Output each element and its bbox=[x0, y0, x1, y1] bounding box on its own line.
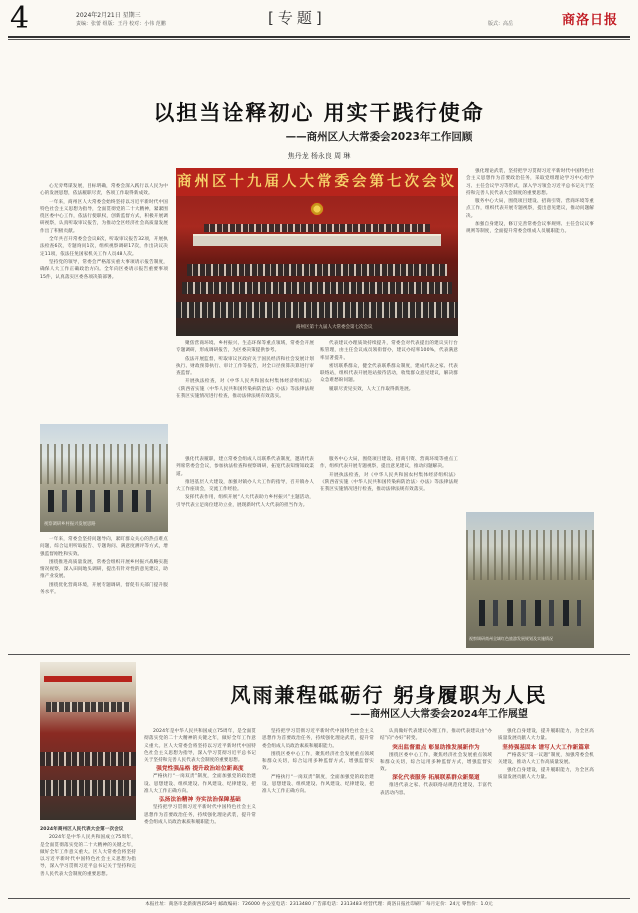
paragraph: 发挥代表作用，组织开展“人大代表助力乡村振兴”主题活动，引导代表立足岗位建功立业，展现新时代人大代表的担当作为。 bbox=[176, 495, 314, 508]
paragraph: 坚持把学习贯彻习近平新时代中国特色社会主义思想作为首要政治任务，持续强化理论武装，提升常委会组成人员政治素质和履职能力。 bbox=[144, 805, 256, 825]
audience-row bbox=[176, 302, 458, 318]
photo-caption: 2024年商州区人民代表大会第一次会议 bbox=[40, 827, 124, 832]
paragraph: 心无旁骛谋发展，目标明确，常委会深入践行以人民为中心的发展思想，依法履职尽责，各项工作取得新成效。 bbox=[40, 184, 168, 197]
section-heading: 强党性强品格 提升政治站位新高度 bbox=[156, 766, 244, 773]
paragraph: 严格执行“一岗双责”制度，全面加强党的政治建设、思想建设、组织建设、作风建设、纪律建设，把准人大工作正确方向。 bbox=[144, 774, 256, 795]
article1-column-c bbox=[176, 340, 314, 450]
paragraph: 2024年是中华人民共和国成立75周年，是全面贯彻落实党的二十大精神的关键之年，做好全年工作意义重大。区人大常委会将坚持以习近平新时代中国特色社会主义思想为指导，深入学习贯彻习近平总书记关于坚持和完善人民代表大会制度的重要思想。 bbox=[144, 729, 256, 764]
paragraph: 严格执行“一岗双责”制度，全面加强党的政治建设、思想建设、组织建设、作风建设、纪律建设，把准人大工作正确方向。 bbox=[262, 774, 374, 795]
article2-caption-text bbox=[40, 826, 136, 892]
paragraph: 代表建议办理质效持续提升，常委会对代表提出的建议实行台账管理，由主任会议成员领衔督办，建议办结率100%，代表满意率显著提升。 bbox=[320, 341, 458, 361]
article1-subtitle: ——商州区人大常委会2023年工作回顾 bbox=[285, 131, 473, 143]
paragraph: 2024年是中华人民共和国成立75周年，是全面贯彻落实党的二十大精神的关键之年，做好全年工作意义重大。区人大常委会将坚持以习近平新时代中国特色社会主义思想为指导，深入学习贯彻习近平总书记关于坚持和完善人民代表大会制度的重要思想。 bbox=[40, 835, 136, 877]
section-heading: 坚持强基固本 谱写人大工作新篇章 bbox=[502, 744, 590, 751]
paragraph: 围绕优化营商环境，开展专题调研，督促有关部门提升服务水平。 bbox=[40, 582, 168, 596]
article1-column-f bbox=[176, 456, 314, 648]
photo-meeting-hall bbox=[176, 168, 458, 336]
article2-column-g bbox=[144, 728, 256, 894]
newspaper-logo: 商洛日报 bbox=[562, 13, 619, 28]
paragraph: 聚焦营商环境、乡村振兴、生态环保等重点领域，常委会开展专题调研，形成调研报告，为区委决策提供参考。 bbox=[176, 341, 314, 354]
article1-column-a bbox=[40, 183, 168, 419]
paragraph: 服务中心大局，围绕项目建设、招商引资、营商环境等重点工作，组织代表开展专题视察，提出意见建议，推动问题解决。 bbox=[320, 457, 458, 470]
photo-people bbox=[48, 490, 161, 512]
paragraph: 推进代表之家、代表联络站规范化建设，丰富代表活动内容。 bbox=[380, 783, 492, 796]
footer-info: 本报社址：商洛市北新街西段58号 邮政编码：726000 办公室电话：2313480 广告部电话：2313483 经营代理：商洛日报社印刷厂 每月定价：24元 零售价：1.0元 bbox=[145, 902, 493, 907]
paragraph: 强化理论武装，坚持把学习贯彻习近平新时代中国特色社会主义思想作为首要政治任务，采取党组理论学习中心组学习、主任会议学习等形式，深入学习领会习近平总书记关于坚持和完善人民代表大会制度的重要思想。 bbox=[466, 169, 594, 196]
paragraph: 强化代表履职，建立常委会组成人员联系代表制度，邀请代表列席常委会会议，参加执法检查和视察调研，拓宽代表知情知政渠道。 bbox=[176, 457, 314, 477]
paragraph: 服务中心大局，围绕项目建设、招商引资、营商环境等重点工作，组织代表开展专题视察，提出意见建议，推动问题解决。 bbox=[466, 199, 594, 219]
paragraph: 一年来，商州区人大常委会始终坚持以习近平新时代中国特色社会主义思想为指导，全面贯彻党的二十大精神，紧紧围绕区委中心工作，依法行使职权，创新监督方式，积极开展调研视察，认真听取审议报告，为推动全区经济社会高质量发展作出了积极贡献。 bbox=[40, 199, 168, 234]
paragraph: 密切联系群众，健全代表联系群众制度，建成代表之家、代表联络站，组织代表开展进站接待活动，收集群众意见建议，解决群众急难愁盼问题。 bbox=[320, 363, 458, 384]
photo-watermark: 商州区第十九届人大常委会第七次会议 bbox=[296, 325, 373, 330]
photo-trees bbox=[40, 444, 168, 484]
national-emblem-icon bbox=[310, 202, 324, 216]
page-number: 4 bbox=[10, 1, 30, 36]
article2-column-i bbox=[380, 728, 492, 894]
paragraph: 开展执法检查，对《中华人民共和国农村集体经济组织法》《陕西省实施〈中华人民共和国传染病防治法〉办法》等法律法规在我区实施情况进行检查，推动法律法规有效落实。 bbox=[320, 472, 458, 493]
paragraph: 强化自身建设，提升履职能力，为全区高质量发展贡献人大力量。 bbox=[498, 729, 594, 742]
audience-row bbox=[182, 282, 453, 294]
article2-column-j bbox=[498, 728, 594, 894]
article-separator bbox=[8, 654, 630, 655]
paragraph: 围绕推进高质量发展，常委会组织开展乡村振兴战略实施情况视察，深入田间地头调研，提出有针对性的意见建议，助推产业发展。 bbox=[40, 559, 168, 580]
photo-congress-session bbox=[40, 662, 136, 820]
paragraph: 依法开展监督，听取审议区政府关于国民经济和社会发展计划执行、财政预算执行、审计工作等报告，对全口径预算决算进行审查监督。 bbox=[176, 356, 314, 377]
paragraph: 坚持把学习贯彻习近平新时代中国特色社会主义思想作为首要政治任务，持续强化理论武装，提升常委会组成人员政治素质和履职能力。 bbox=[262, 729, 374, 749]
article1-column-f2 bbox=[320, 456, 458, 648]
paragraph: 全年共召开常委会会议8次，听取审议报告32项，开展执法检查6次，专题询问1次，组织视察调研17次，作出决议决定11项，依法任免国家机关工作人员48人次。 bbox=[40, 237, 168, 257]
paragraph: 认真做好代表建议办理工作，推动代表建议由“办结”向“办好”转变。 bbox=[380, 729, 492, 742]
photo-trees bbox=[466, 530, 594, 580]
paragraph: 强化自身建设，提升履职能力，为全区高质量发展贡献人大力量。 bbox=[498, 768, 594, 781]
masthead bbox=[0, 0, 638, 40]
hall-banner-strip bbox=[44, 676, 132, 682]
photo-caption: 视察调研商州全域红色旅游发展规划及实施情况 bbox=[469, 636, 553, 641]
photo-caption: 视察调研乡村振兴发展思路 bbox=[44, 522, 96, 527]
audience-row bbox=[40, 752, 136, 766]
paragraph: 严格落实“第一议题”制度，加强常委会机关建设，推动人大工作高质量发展。 bbox=[498, 752, 594, 765]
presidium-dais bbox=[193, 234, 441, 246]
photo-people bbox=[479, 600, 581, 626]
audience-row bbox=[187, 264, 446, 276]
masthead-rule-thin bbox=[8, 39, 630, 40]
article1-title: 以担当诠释初心 用实干践行使命 bbox=[153, 100, 485, 125]
section-heading: 突出监督重点 彰显助推发展新作为 bbox=[392, 744, 480, 751]
editor-credits: 责编：张蕾 组版：王丹 校对：小伟 范鹏 bbox=[76, 21, 166, 27]
photo-rural-inspection bbox=[40, 424, 168, 532]
paragraph: 开展执法检查，对《中华人民共和国农村集体经济组织法》《陕西省实施〈中华人民共和国传染病防治法〉办法》等法律法规在我区实施情况进行检查，推动法律法规有效落实。 bbox=[176, 379, 314, 400]
article1-column-e bbox=[40, 536, 168, 648]
article2-column-h bbox=[262, 728, 374, 894]
section-heading: 弘扬法治精神 夯实法治保障基础 bbox=[159, 797, 241, 804]
paragraph: 坚持党的领导，常委会严格落实重大事项请示报告制度，确保人大工作正确政治方向。全年向区委请示报告重要事项15件，认真落实区委各项决策部署。 bbox=[40, 259, 168, 280]
presidium-row bbox=[46, 702, 130, 712]
paragraph: 一年来，常委会坚持问题导向，紧盯群众关心的热点难点问题，综合运用听取报告、专题询问、满意度测评等方式，增强监督刚性和实效。 bbox=[40, 537, 168, 557]
article2-subtitle: ——商州区人大常委会2024年工作展望 bbox=[350, 709, 528, 720]
article1-column-b bbox=[466, 168, 594, 508]
section-title: [专题] bbox=[268, 9, 326, 27]
article2-title: 风雨兼程砥砺行 躬身履职为人民 bbox=[230, 683, 548, 707]
paragraph: 履职尽责见实效，人大工作取得新进展。 bbox=[329, 386, 414, 392]
masthead-rule bbox=[8, 36, 630, 38]
footer-rule bbox=[8, 898, 630, 899]
paragraph: 围绕区委中心工作，聚焦经济社会发展重点领域和群众关切，综合运用多种监督方式，增强监督实效。 bbox=[262, 751, 374, 772]
hall-banner: 商州区十九届人大常委会第七次会议 bbox=[176, 168, 458, 196]
paragraph: 围绕区委中心工作，聚焦经济社会发展重点领域和群众关切，综合运用多种监督方式，增强监督实效。 bbox=[380, 752, 492, 773]
photo-red-tourism bbox=[466, 512, 594, 648]
section-heading: 深化代表服务 拓展联系群众新渠道 bbox=[392, 775, 480, 782]
audience-row bbox=[40, 780, 136, 796]
layout-credit: 版式：高岳 bbox=[488, 21, 514, 27]
presidium-row bbox=[204, 224, 430, 232]
article1-column-d bbox=[320, 340, 458, 450]
publication-date: 2024年2月21日 星期三 bbox=[76, 12, 141, 19]
paragraph: 推进基层人大建设，加强对镇办人大工作的指导，召开镇办人大工作座谈会，交流工作经验。 bbox=[176, 479, 314, 493]
paragraph: 加强自身建设，修订完善常委会议事规则、主任会议议事规则等制度，全面提升常委会组成人员履职能力。 bbox=[466, 222, 594, 235]
article1-byline: 焦丹龙 杨永良 周 琳 bbox=[287, 152, 351, 160]
